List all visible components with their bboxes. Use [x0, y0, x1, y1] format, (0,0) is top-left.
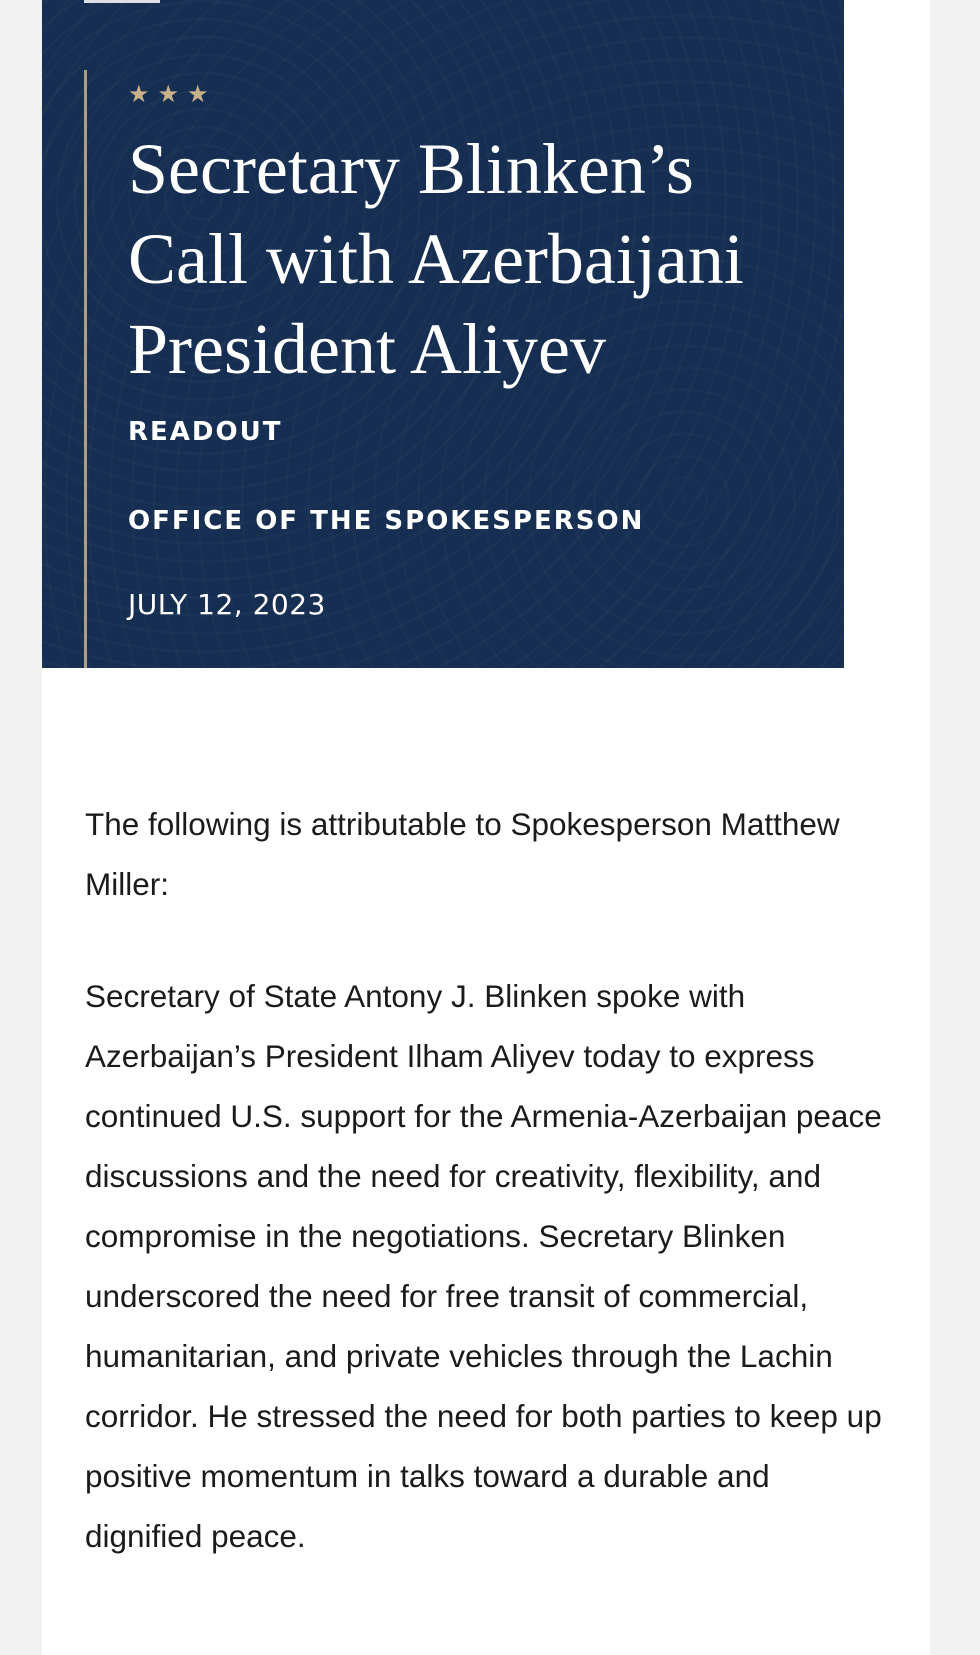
star-icon: ★: [157, 80, 180, 108]
stars-row: [128, 74, 818, 114]
star-icon: ★: [128, 80, 150, 108]
header-vertical-rule: [84, 70, 87, 668]
attribution-paragraph: The following is attributable to Spokesperson Matthew Miller:: [85, 806, 840, 902]
article-title: Secretary Blinken’s Call with Azerbaijani President Aliyev: [128, 129, 744, 389]
star-icon: ★: [187, 80, 209, 108]
office-label[interactable]: OFFICE OF THE SPOKESPERSON: [128, 506, 645, 536]
article-date: JULY 12, 2023: [128, 588, 326, 621]
article-type-label[interactable]: READOUT: [128, 417, 283, 447]
header-top-tab: [84, 0, 160, 3]
article-header-banner: [42, 0, 844, 668]
body-paragraph: Secretary of State Antony J. Blinken spoke with Azerbaijan’s President Ilham Aliyev today to express continued U.S. support for the Armenia-Azerbaijan peace discussions and the need for creativity, flexibility, and compromise in the negotiations. Secretary Blinken underscored the need for free transit of commercial, humanitarian, and private vehicles through the Lachin corridor. He stressed the need for both parties to keep up positive momentum in talks toward a durable and dignified peace.: [85, 978, 882, 1554]
article-body: [85, 794, 885, 1618]
header-content: [128, 74, 818, 621]
